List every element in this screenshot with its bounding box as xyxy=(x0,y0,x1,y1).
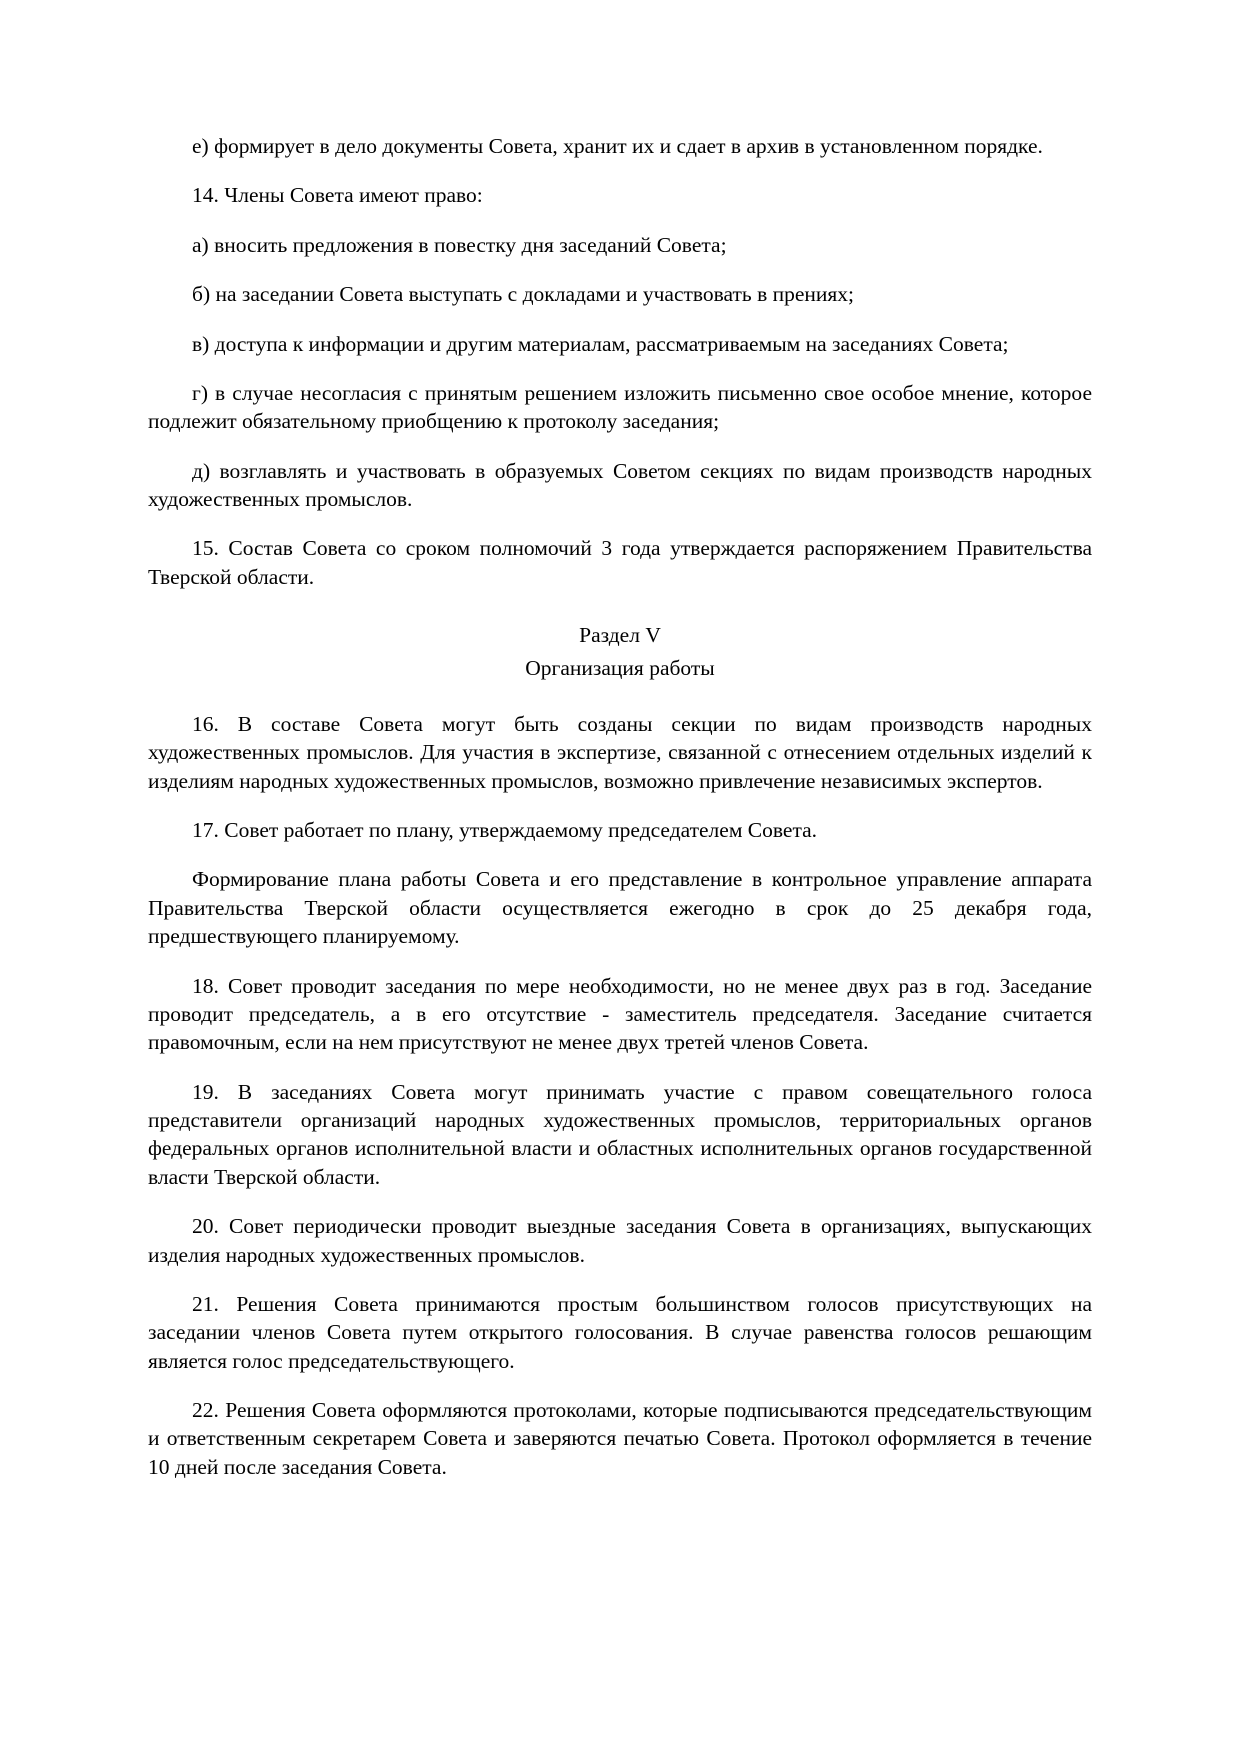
paragraph-14g: г) в случае несогласия с принятым решением изложить письменно свое особое мнение, которое подлежит обязательному приобщению к протоколу заседания; xyxy=(148,380,1092,434)
paragraph-15: 15. Состав Совета со сроком полномочий 3 года утверждается распоряжением Правительства Тверской области. xyxy=(148,536,1092,589)
paragraph-17-continuation: Формирование плана работы Совета и его представление в контрольное управление аппарата Правительства Тверской области осуществляется ежегодно в срок до 25 декабря года, предшествующего планируемому. xyxy=(148,867,1092,949)
paragraph-21: 21. Решения Совета принимаются простым большинством голосов присутствующих на заседании членов Совета путем открытого голосования. В случае равенства голосов решающим является голос председательствующего. xyxy=(148,1291,1092,1373)
paragraph-e: е) формирует в дело документы Совета, хранит их и сдает в архив в установленном порядке. xyxy=(192,134,1043,158)
paragraph-14: 14. Члены Совета имеют право: xyxy=(192,183,483,208)
paragraph-19: 19. В заседаниях Совета могут принимать участие с правом совещательного голоса представители организаций народных художественных промыслов, территориальных органов федеральных органов исполнительной власти и областных исполнительных органов государственной власти Тверской области. xyxy=(148,1079,1092,1189)
section-number: Раздел V xyxy=(579,623,661,648)
paragraph-14b: б) на заседании Совета выступать с докладами и участвовать в прениях; xyxy=(192,282,855,307)
section-heading-block xyxy=(148,621,1092,682)
document-body xyxy=(148,132,1092,1481)
paragraph-14d: д) возглавлять и участвовать в образуемых Советом секциях по видам производств народных художественных промыслов. xyxy=(148,458,1092,511)
paragraph-14v: в) доступа к информации и другим материалам, рассматриваемым на заседаниях Совета; xyxy=(192,331,1009,356)
paragraph-18: 18. Совет проводит заседания по мере необходимости, но не менее двух раз в год. Заседание проводит председатель, а в его отсутствие - заместитель председателя. Заседание считается правомочным, если на нем присутствуют не менее двух третей членов Совета. xyxy=(148,973,1092,1055)
paragraph-22: 22. Решения Совета оформляются протоколами, которые подписываются председательствующим и ответственным секретарем Совета и заверяются печатью Совета. Протокол оформляется в течение 10 дней после заседания Совета. xyxy=(148,1398,1092,1479)
paragraph-16: 16. В составе Совета могут быть созданы секции по видам производств народных художественных промыслов. Для участия в экспертизе, связанной с отнесением отдельных изделий к изделиям народных художественных промыслов, возможно привлечение независимых экспертов. xyxy=(148,711,1092,793)
section-title: Организация работы xyxy=(525,655,715,680)
paragraph-14a: а) вносить предложения в повестку дня заседаний Совета; xyxy=(192,232,727,257)
paragraph-17: 17. Совет работает по плану, утверждаемому председателем Совета. xyxy=(192,818,818,842)
paragraph-20: 20. Совет периодически проводит выездные заседания Совета в организациях, выпускающих изделия народных художественных промыслов. xyxy=(148,1214,1092,1267)
